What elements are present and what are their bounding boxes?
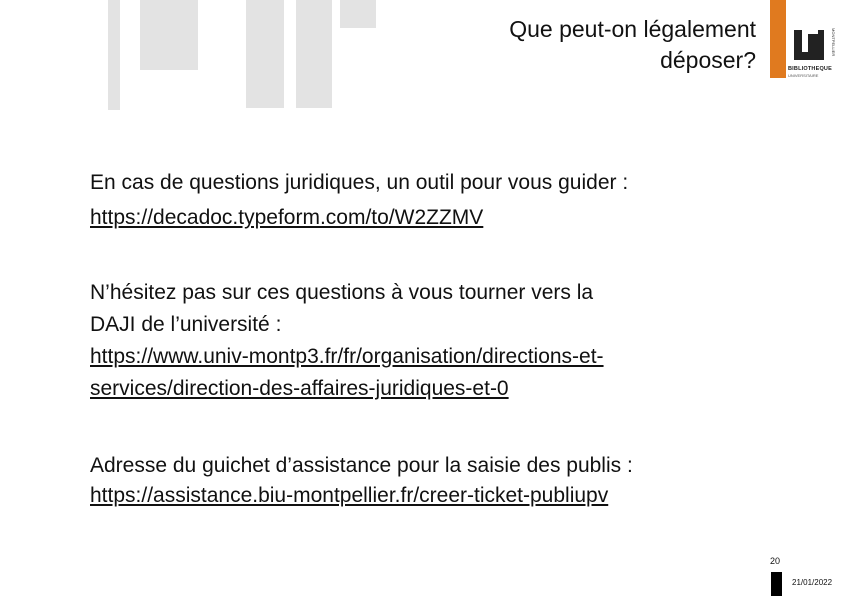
brand-accent-bar: [770, 0, 786, 78]
background-decoration: [140, 0, 198, 70]
logo-text: BIBLIOTHEQUE: [788, 66, 832, 72]
footer-date: 21/01/2022: [792, 578, 833, 587]
background-decoration: [296, 0, 332, 108]
paragraph-assistance: [90, 451, 790, 511]
paragraph-text: DAJI de l’université :: [90, 313, 282, 336]
background-decoration: [108, 0, 120, 110]
background-decoration: [340, 0, 376, 28]
background-decoration: [246, 0, 284, 108]
page-number: 20: [770, 556, 781, 566]
paragraph-legal-tool: [90, 165, 790, 235]
slide-title-line1: Que peut-on légalement: [509, 16, 756, 42]
logo-subtext: UNIVERSITAIRE: [788, 73, 819, 78]
daji-link[interactable]: https://www.univ-montp3.fr/fr/organisation/directions-et-: [90, 345, 604, 368]
slide-title-line2: déposer?: [660, 47, 756, 73]
paragraph-text: N’hésitez pas sur ces questions à vous tourner vers la: [90, 281, 594, 304]
paragraph-daji: [90, 277, 790, 405]
decadoc-link[interactable]: https://decadoc.typeform.com/to/W2ZZMV: [90, 206, 484, 229]
footer-marker: [771, 572, 782, 596]
paragraph-text: Adresse du guichet d’assistance pour la saisie des publis :: [90, 454, 633, 477]
logo-side-text: MONTPELLIER: [831, 28, 836, 57]
slide-title: [396, 14, 756, 76]
assistance-link[interactable]: https://assistance.biu-montpellier.fr/creer-ticket-publiupv: [90, 484, 609, 507]
daji-link[interactable]: services/direction-des-affaires-juridiques-et-0: [90, 377, 509, 400]
paragraph-text: En cas de questions juridiques, un outil pour vous guider :: [90, 171, 629, 194]
